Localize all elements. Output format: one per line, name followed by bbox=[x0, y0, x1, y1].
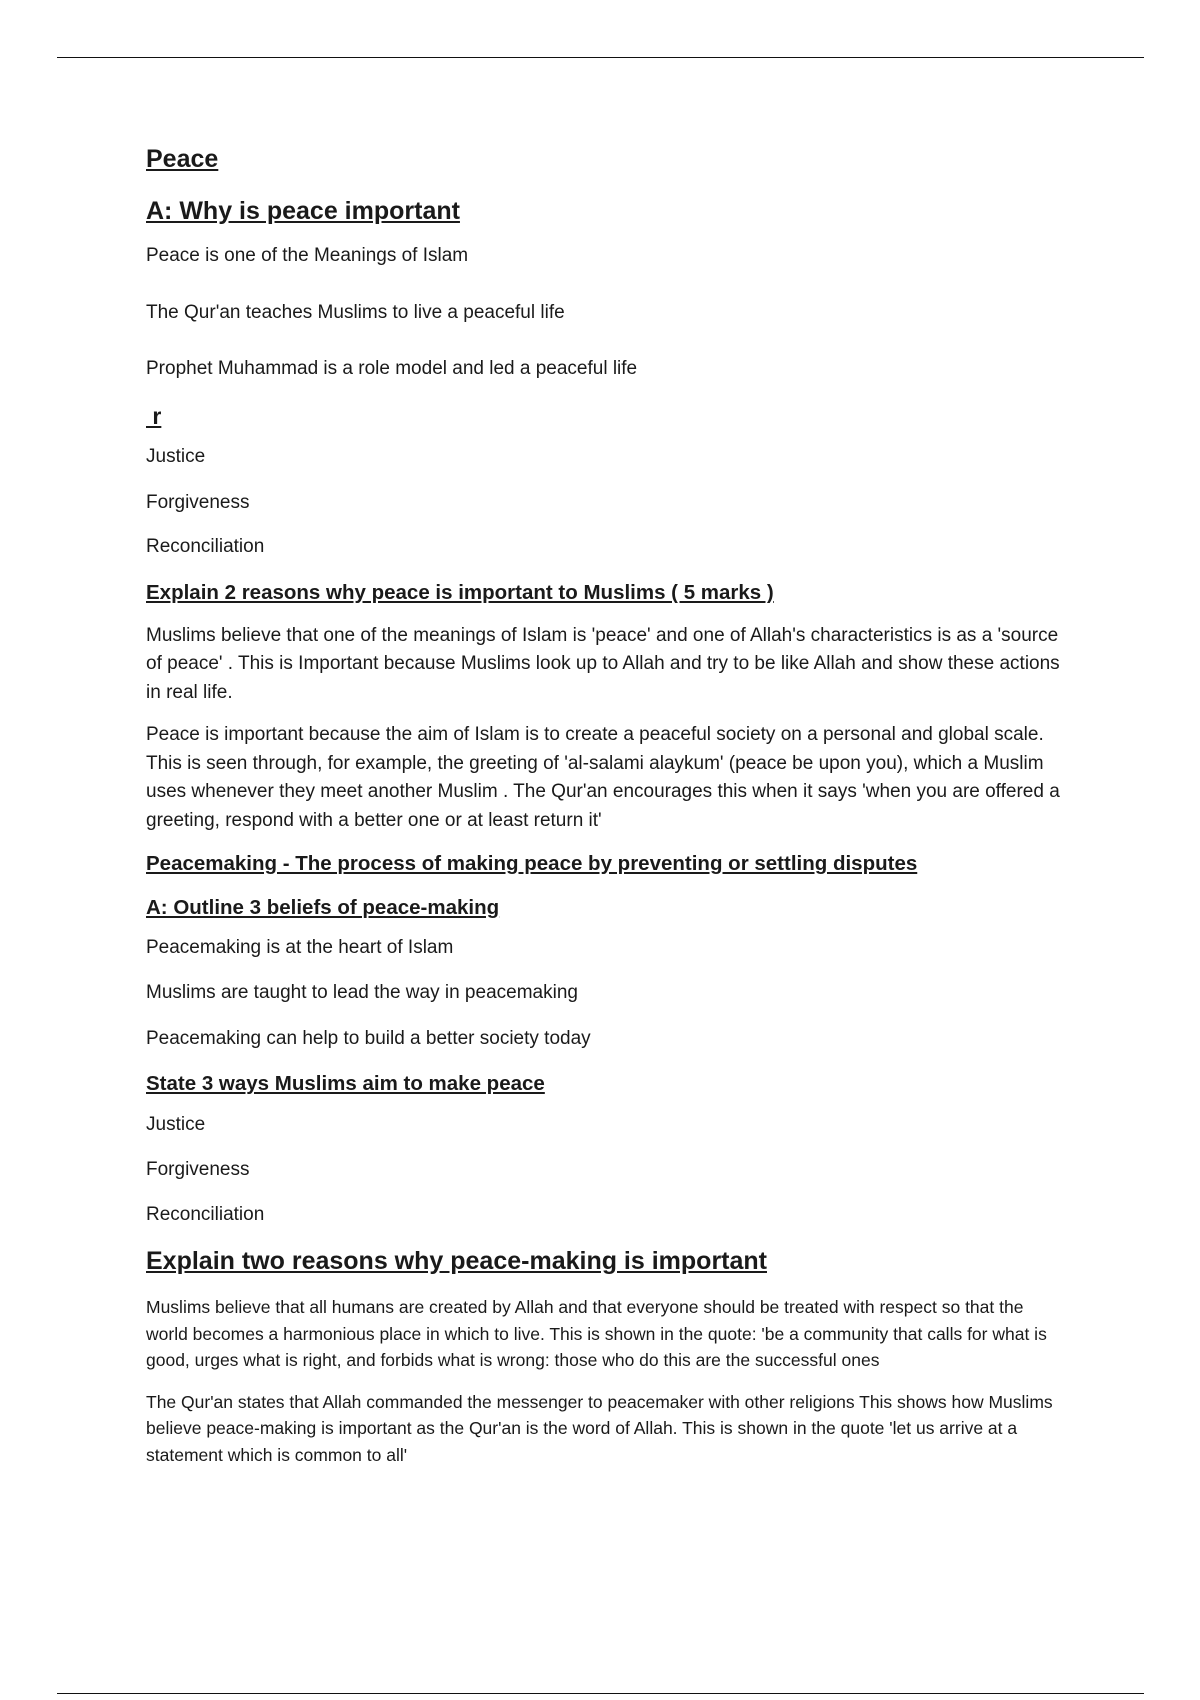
heading-why-peace-important: A: Why is peace important bbox=[146, 197, 460, 225]
heading-peace: Peace bbox=[146, 145, 219, 173]
list-item: The Qur'an teaches Muslims to live a peaceful life bbox=[146, 301, 565, 323]
list-item: Peacemaking can help to build a better society today bbox=[146, 1027, 591, 1049]
heading-explain-peace: Explain 2 reasons why peace is important to Muslims ( 5 marks ) bbox=[146, 580, 774, 604]
bottom-rule bbox=[57, 1693, 1144, 1694]
top-rule bbox=[57, 57, 1144, 58]
heading-state-ways: State 3 ways Muslims aim to make peace bbox=[146, 1072, 545, 1096]
list-item: Justice bbox=[146, 445, 206, 467]
list-item: Peace is one of the Meanings of Islam bbox=[146, 245, 469, 266]
document-body bbox=[146, 144, 1066, 1483]
paragraph: The Qur'an states that Allah commanded the messenger to peacemaker with other religions This shows how Muslims believe peace-making is important as the Qur'an is the word of Allah. This is shown in the quote 'let us arrive at a statement which is common to all' bbox=[146, 1391, 1053, 1465]
paragraph: Peace is important because the aim of Islam is to create a peaceful society on a personal and global scale. This is seen through, for example, the greeting of 'al-salami alaykum' (peace be upon you), which a Muslim uses whenever they meet another Muslim . The Qur'an encourages this when it says 'when you are offered a greeting, respond with a better one or at least return it' bbox=[146, 724, 1060, 831]
stray-heading: r bbox=[146, 403, 162, 430]
heading-outline-beliefs: A: Outline 3 beliefs of peace-making bbox=[146, 895, 500, 919]
heading-peacemaking-definition: Peacemaking - The process of making peace by preventing or settling disputes bbox=[146, 852, 918, 875]
paragraph: Muslims believe that all humans are created by Allah and that everyone should be treated with respect so that the world becomes a harmonious place in which to live. This is shown in the quote: 'be a community that calls for what is good, urges what is right, and forbids what is wrong: those who do this are the successful ones bbox=[146, 1297, 1047, 1370]
list-item: Forgiveness bbox=[146, 1158, 250, 1180]
list-item: Peacemaking is at the heart of Islam bbox=[146, 937, 454, 959]
paragraph: Muslims believe that one of the meanings of Islam is 'peace' and one of Allah's characteristics is as a 'source of peace' . This is Important because Muslims look up to Allah and try to be like Allah and show these actions in real life. bbox=[146, 624, 1060, 703]
list-item: Prophet Muhammad is a role model and led a peaceful life bbox=[146, 358, 638, 380]
list-item: Muslims are taught to lead the way in peacemaking bbox=[146, 981, 578, 1003]
list-item: Forgiveness bbox=[146, 491, 250, 513]
heading-explain-peacemaking: Explain two reasons why peace-making is important bbox=[146, 1247, 767, 1275]
list-item: Reconciliation bbox=[146, 1204, 265, 1226]
list-item: Reconciliation bbox=[146, 536, 265, 558]
list-item: Justice bbox=[146, 1113, 206, 1135]
